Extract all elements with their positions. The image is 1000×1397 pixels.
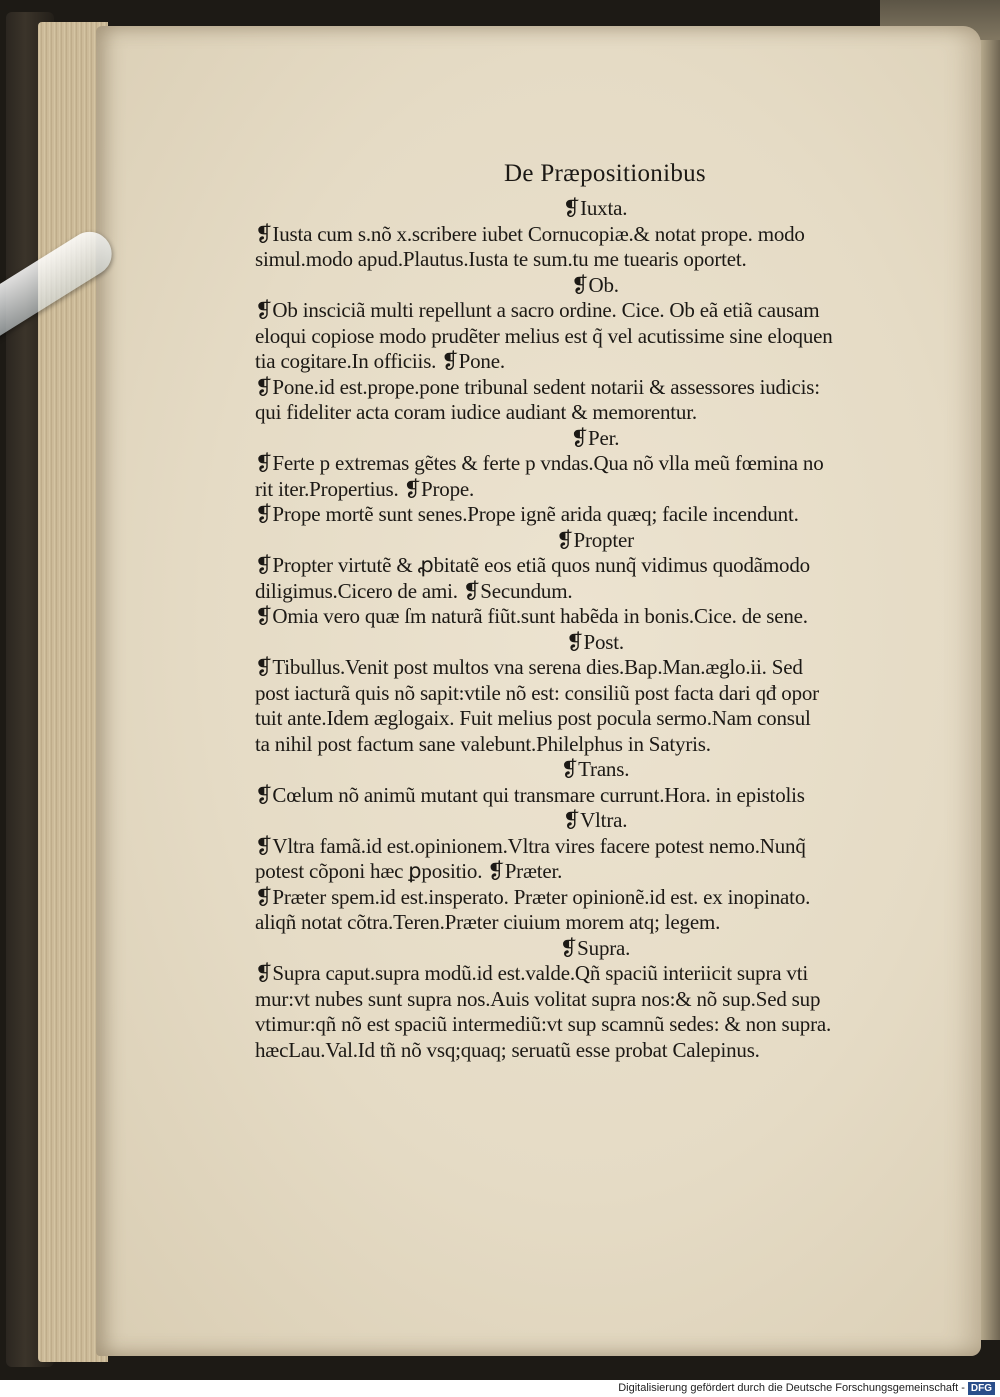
- text-line: ❡Tibullus.Venit post multos vna serena dies.Bap.Man.æglo.ii. Sed: [255, 655, 803, 679]
- text-line: hæcLau.Val.Id tñ nõ vsq;quaq; seruatũ esse probat Calepinus.: [255, 1037, 760, 1062]
- footer-text: Digitalisierung gefördert durch die Deutsche Forschungsgemeinschaft -: [618, 1382, 965, 1394]
- text-lines: [255, 196, 935, 1063]
- text-line: diligimus.Cicero de ami. ❡Secundum.: [255, 578, 573, 603]
- text-line: potest cõponi hæc ꝑpositio. ❡Præter.: [255, 859, 563, 883]
- text-line: ❡Propter virtutẽ & ꝓbitatẽ eos etiã quos nunq̃ vidimus quodãmodo: [255, 553, 810, 577]
- text-line: ❡Supra caput.supra modũ.id est.valde.Qñ spaciũ interiicit supra vti: [255, 961, 808, 985]
- section-heading: ❡Post.: [566, 629, 624, 654]
- text-line: tia cogitare.In officiis. ❡Pone.: [255, 349, 505, 373]
- text-line: ❡Vltra famã.id est.opinionem.Vltra vires facere potest nemo.Nunq̃: [255, 833, 806, 858]
- text-line: eloqui copiose modo prudẽter melius est q̃ vel acutissime sine eloquen: [255, 323, 833, 348]
- text-line: aliqñ notat cõtra.Teren.Præter ciuium morem atq; legem.: [255, 910, 721, 934]
- section-heading: ❡Supra.: [559, 935, 631, 960]
- text-line: ❡Iusta cum s.nõ x.scribere iubet Cornucopiæ.& notat prope. modo: [255, 221, 805, 246]
- section-heading: ❡Propter: [556, 527, 634, 552]
- text-line: rit iter.Propertius. ❡Prope.: [255, 476, 475, 501]
- text-line: mur:vt nubes sunt supra nos.Auis volitat supra nos:& nõ sup.Sed sup: [255, 986, 821, 1011]
- funding-footer: [540, 1380, 995, 1397]
- section-heading: ❡Ob.: [571, 272, 619, 297]
- text-line: post iacturã quis nõ sapit:vtile nõ est: consiliũ post facta dari qđ opor: [255, 680, 819, 705]
- section-heading: ❡Trans.: [560, 757, 630, 781]
- section-heading: ❡Per.: [570, 425, 620, 450]
- section-heading: ❡Iuxta.: [562, 196, 628, 220]
- text-line: ❡Præter spem.id est.insperato. Præter opinionẽ.id est. ex inopinato.: [255, 884, 811, 909]
- text-line: simul.modo apud.Plautus.Iusta te sum.tu me tuearis oportet.: [255, 247, 747, 271]
- text-line: ❡Omia vero quæ ſm naturã fiũt.sunt habẽda in bonis.Cice. de sene.: [255, 604, 808, 628]
- text-line: ❡Pone.id est.prope.pone tribunal sedent notarii & assessores iudicis:: [255, 374, 820, 399]
- text-line: vtimur:qñ nõ est spaciũ intermediũ:vt sup scamnũ sedes: & non supra.: [255, 1012, 832, 1036]
- text-line: ❡Ob insciciã multi repellunt a sacro ordine. Cice. Ob eã etiã causam: [255, 298, 820, 322]
- text-line: ta nihil post factum sane valebunt.Philelphus in Satyris.: [255, 731, 711, 756]
- page-text: [255, 160, 935, 1063]
- section-heading: ❡Vltra.: [562, 808, 628, 832]
- text-line: ❡Ferte p extremas gẽtes & ferte p vndas.Qua nõ vlla meũ fœmina no: [255, 451, 824, 475]
- text-line: tuit ante.Idem æglogaix. Fuit melius post pocula sermo.Nam consul: [255, 706, 811, 730]
- text-line: ❡Prope mortẽ sunt senes.Prope ignẽ arida quæq; facile incendunt.: [255, 502, 799, 526]
- text-line: qui fideliter acta coram iudice audiant & memorentur.: [255, 400, 697, 424]
- page-title: De Præpositionibus: [504, 160, 706, 187]
- text-line: ❡Cœlum nõ animũ mutant qui transmare currunt.Hora. in epistolis: [255, 782, 805, 807]
- dfg-logo: DFG: [968, 1382, 995, 1395]
- page-right-edge: [978, 40, 1000, 1340]
